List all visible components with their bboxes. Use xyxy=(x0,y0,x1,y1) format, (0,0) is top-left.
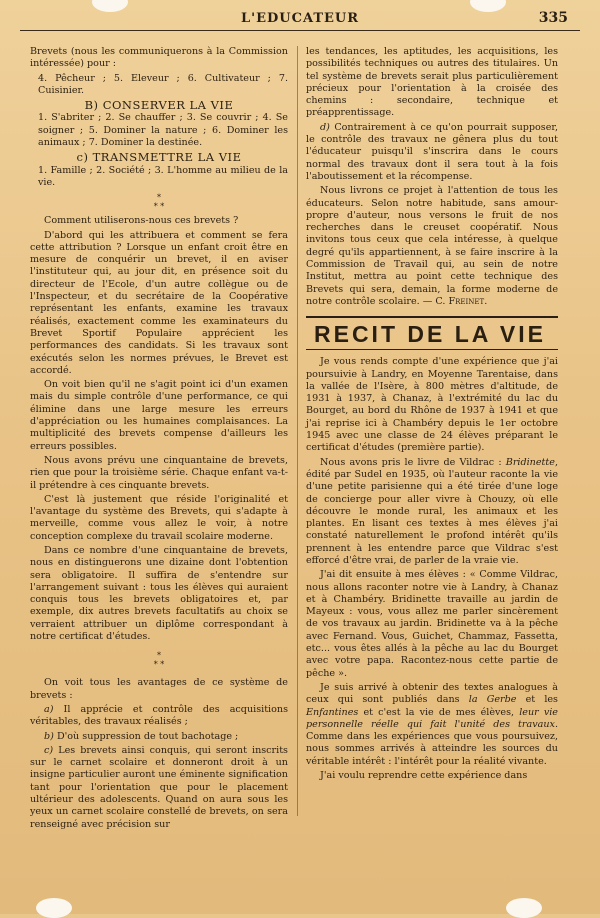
paragraph: On voit tous les avantages de ce système de brevets : xyxy=(30,677,288,701)
paragraph: les tendances, les aptitudes, les acquisitions, les possibilités techniques ou autres des titulaires. Un tel système de brevets serait plus particulièrement précieux pour l'orientation à la croisée des chemins : secondaire, technique et préapprentissage. xyxy=(306,46,558,119)
list-item xyxy=(30,704,288,729)
running-header xyxy=(20,8,580,31)
paragraph-text: , édité par Sudel en 1935, où l'auteur raconte la vie d'une petite parisienne qui a été tirée d'une loge de concierge pour aller vivre à Chouzy, où elle découvre le monde rural, les animaux et les plantes. En lisant ces textes à mes élèves j'ai constaté naturellement le profond intérêt qu'ils prennent à les entendre parce que Vildrac s'est efforcé d'être vrai, de parler de la vraie vie. xyxy=(306,456,558,566)
list-text: Contrairement à ce qu'on pourrait supposer, le contrôle des travaux ne gênera plus du tout l'éducateur puisqu'il s'inscrira dans le cours normal des travaux dont il sera tout à la fois l'aboutissement et la récompense. xyxy=(306,121,558,182)
paragraph: On voit bien qu'il ne s'agit point ici d'un examen mais du simple contrôle d'une performance, ce qui élimine dans une large mesure les erreurs d'appréciation ou les humaines complaisances. La multiplicité des brevets compense d'ailleurs les erreurs possibles. xyxy=(30,379,288,452)
asterism: * * * xyxy=(153,193,165,212)
paragraph-text: Je suis arrivé à obtenir des textes analogues à ceux qui sont publiés dans xyxy=(306,681,558,706)
list-item: 4. Pêcheur ; 5. Eleveur ; 6. Cultivateur ; 7. Cuisinier. xyxy=(38,72,288,96)
emphasis: leur vie personnelle réelle qui fait l'unité des travaux. xyxy=(306,706,558,730)
right-column xyxy=(306,46,558,784)
paragraph-text: Nous avons pris le livre de Vildrac : xyxy=(320,456,506,468)
punch-hole xyxy=(506,898,542,918)
list-item: 1. S'abriter ; 2. Se chauffer ; 3. Se couvrir ; 4. Se soigner ; 5. Dominer la nature ; 6. Dominer les animaux ; 7. Dominer la destinée. xyxy=(38,112,288,149)
list-marker: a) xyxy=(44,703,54,715)
paragraph: Dans ce nombre d'une cinquantaine de brevets, nous en distinguerons une dizaine dont l'obtention sera obligatoire. Il suffira de s'entendre sur l'arrangement suivant : tous les élèves qui auraient conquis tous les brevets obligatoires et, par exemple, dix autres brevets facultatifs au choix se verraient attribuer un diplôme correspondant à notre certificat d'études. xyxy=(30,544,288,643)
asterism: * * * xyxy=(153,651,165,670)
book-title: Bridinette xyxy=(505,456,555,468)
left-column xyxy=(30,46,288,833)
paragraph xyxy=(306,682,558,768)
section-heading: c) TRANSMETTRE LA VIE xyxy=(76,150,242,165)
paragraph: Nous avons prévu une cinquantaine de brevets, rien que pour la troisième série. Chaque enfant va-t-il prétendre à ces cinquante brevets. xyxy=(30,454,288,491)
paragraph-text: Comme dans les expériences que vous poursuivez, nous sommes arrivés à atteindre les sources du véritable intérêt : l'intérêt pour la réalité vivante. xyxy=(306,731,558,767)
paragraph-text: et c'est la vie de mes élèves, xyxy=(358,706,520,718)
paragraph: J'ai dit ensuite à mes élèves : « Comme Vildrac, nous allons raconter notre vie à Landry, à Chanaz et à Chambéry. Bridinette travaille au jardin de Mayeux : vous, vous allez me parler sincèrement de vos travaux au jardin. Bridinette va à la pêche avec Fernand. Vous, Guichet, Chammaz, Fassetta, etc... vous êtes allés à la pêche au lac du Bourget avec votre papa. Racontez-nous cette partie de pêche ». xyxy=(306,569,558,679)
list-marker: d) xyxy=(320,121,330,133)
paragraph xyxy=(306,457,558,568)
list-text: Il apprécie et contrôle des acquisitions véritables, des travaux réalisés ; xyxy=(30,703,288,728)
paragraph xyxy=(306,185,558,308)
publication-title: Enfantines xyxy=(306,706,359,718)
article-heading-rule xyxy=(306,316,558,350)
list-item xyxy=(30,731,288,743)
list-marker: c) xyxy=(44,744,54,756)
page-number: 335 xyxy=(538,10,568,26)
list-marker: b) xyxy=(44,730,54,742)
paragraph-text: et les xyxy=(516,694,558,706)
author-signature: C. Freinet. xyxy=(435,295,488,307)
section-heading: B) CONSERVER LA VIE xyxy=(84,98,234,113)
article-title: RECIT DE LA VIE xyxy=(314,321,546,348)
list-item xyxy=(306,122,558,183)
punch-hole xyxy=(36,898,72,918)
paragraph: Comment utiliserons-nous ces brevets ? xyxy=(44,215,239,227)
list-text: D'où suppression de tout bachotage ; xyxy=(53,730,239,742)
list-item xyxy=(30,745,288,831)
paragraph: J'ai voulu reprendre cette expérience dans xyxy=(320,770,528,782)
paragraph: C'est là justement que réside l'originalité et l'avantage du système des Brevets, qui s'adapte à merveille, comme vous allez le voir, à notre conception complexe du travail scolaire moderne. xyxy=(30,493,288,542)
paragraph: Je vous rends compte d'une expérience que j'ai poursuivie à Landry, en Moyenne Tarentaise, dans la vallée de l'Isère, à 800 mètres d'altitude, de 1931 à 1937, à Chanaz, à l'extrémité du lac du Bourget, au bord du Rhône de 1937 à 1941 et que j'ai reprise ici à Chambéry depuis le 1er octobre 1945 avec une classe de 24 élèves préparant le certificat d'études (première partie). xyxy=(306,356,558,454)
list-text: Les brevets ainsi conquis, qui seront inscrits sur le carnet scolaire et donneront droit à un insigne particulier auront une éminente signification tant pour l'orientation que pour le placement ultérieur des adolescents. Quand on aura sous les yeux un carnet scolaire constellé de brevets, on sera renseigné avec précision sur xyxy=(30,744,288,830)
publication-title: la Gerbe xyxy=(468,694,517,706)
column-divider xyxy=(297,46,298,816)
list-item: 1. Famille ; 2. Société ; 3. L'homme au milieu de la vie. xyxy=(38,164,288,188)
paragraph-text: Nous livrons ce projet à l'attention de tous les éducateurs. Selon notre habitude, sans amour-propre d'auteur, nous versons le fruit de nos recherches dans le creuset coopératif. Nous invitons tous ceux que cela intéresse, à quelque degré qu'ils appartiennent, à se faire inscrire à la Commission de Travail qui, au sein de notre Institut, mettra au point cette technique des Brevets qui sera, demain, la forme moderne de notre contrôle scolaire. — xyxy=(306,185,558,307)
paragraph: D'abord qui les attribuera et comment se fera cette attribution ? Lorsque un enfant croit être en mesure de conquérir un brevet, il en aviser l'instituteur qui, au jour dit, en présence soit du directeur de l'Ecole, d'un autre collègue ou de l'Inspecteur, et du secrétaire de la Coopérative représentant les enfants, examine les travaux réalisés, exactement comme les examinateurs du Brevet Sportif Populaire apprécient les performances des candidats. Si les travaux sont exécutés selon les normes prévues, le Brevet est accordé. xyxy=(30,229,288,376)
paragraph: Brevets (nous les communiquerons à la Commission intéressée) pour : xyxy=(30,46,288,70)
journal-title: L'EDUCATEUR xyxy=(240,11,360,26)
